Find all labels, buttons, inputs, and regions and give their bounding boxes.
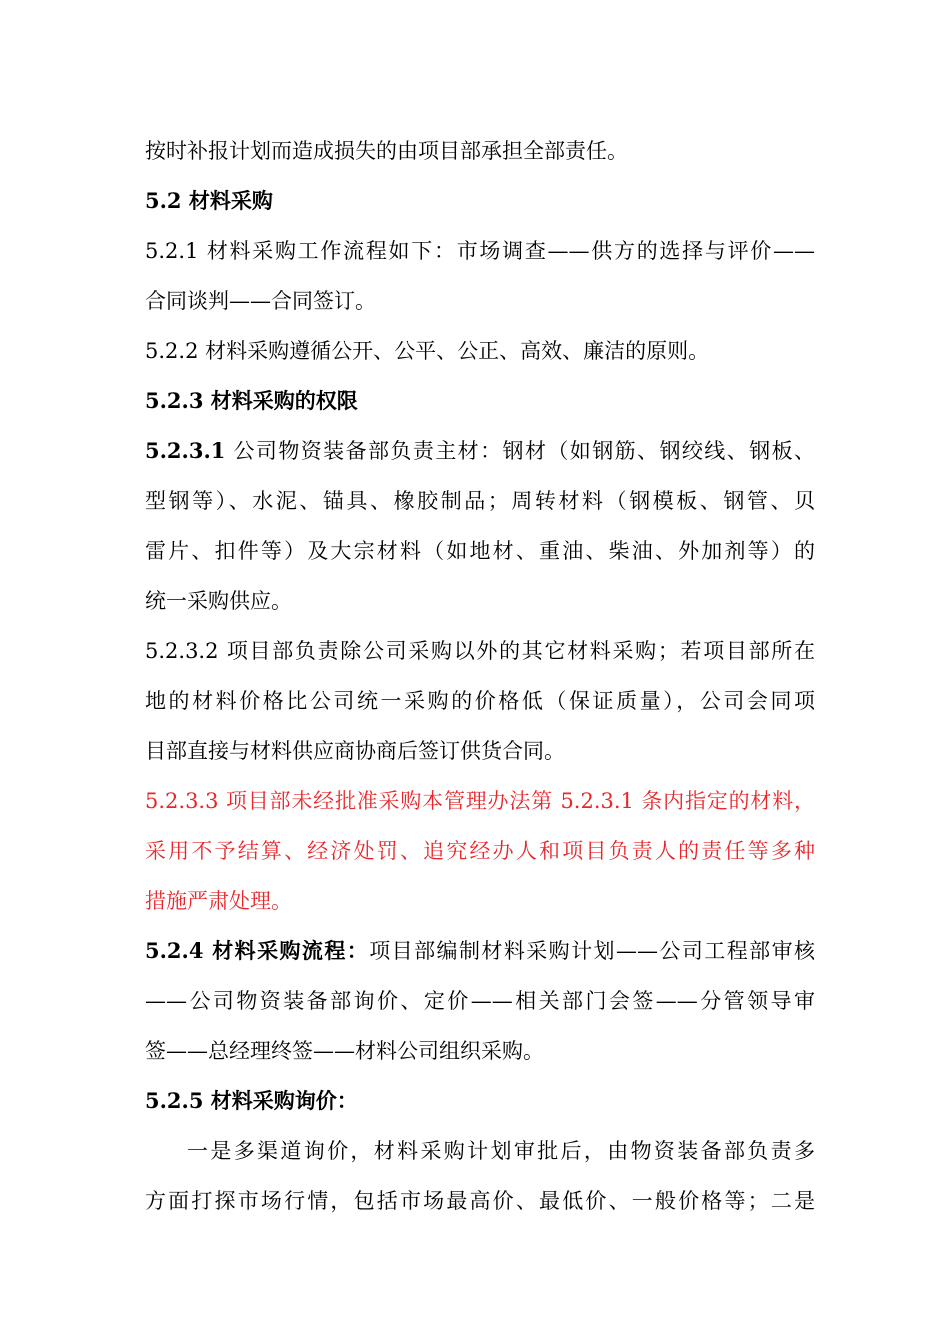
section-heading-5-2-3: 5.2.3 材料采购的权限 [145,388,358,413]
highlighted-line: 采用不予结算、经济处罚、追究经办人和项目负责人的责任等多种 [145,839,815,863]
paragraph-line: 地的材料价格比公司统一采购的价格低（保证质量），公司会同项 [145,689,815,713]
paragraph-line: 5.2.1 材料采购工作流程如下：市场调查——供方的选择与评价—— [145,239,815,263]
clause-number: 5.2.3.1 [145,438,226,463]
paragraph-line: 型钢等）、水泥、锚具、橡胶制品；周转材料（钢模板、钢管、贝 [145,489,815,513]
highlighted-line: 措施严肃处理。 [145,889,292,913]
paragraph-line: 5.2.2 材料采购遵循公开、公平、公正、高效、廉洁的原则。 [145,339,710,363]
paragraph-line: 统一采购供应。 [145,589,292,613]
paragraph-line: 按时补报计划而造成损失的由项目部承担全部责任。 [145,139,628,163]
paragraph-line: ——公司物资装备部询价、定价——相关部门会签——分管领导审 [145,989,815,1013]
section-heading-5-2: 5.2 材料采购 [145,188,273,213]
paragraph-line: 5.2.3.2 项目部负责除公司采购以外的其它材料采购；若项目部所在 [145,639,815,663]
clause-heading: 5.2.4 材料采购流程： [145,938,370,963]
section-heading-5-2-5: 5.2.5 材料采购询价： [145,1088,358,1113]
paragraph-line: 5.2.4 材料采购流程：项目部编制材料采购计划——公司工程部审核 [145,938,815,963]
paragraph-line: 5.2.3.1 公司物资装备部负责主材：钢材（如钢筋、钢绞线、钢板、 [145,438,815,463]
paragraph-line: 目部直接与材料供应商协商后签订供货合同。 [145,739,565,763]
paragraph-line: 一是多渠道询价，材料采购计划审批后，由物资装备部负责多 [187,1139,815,1163]
paragraph-line: 合同谈判——合同签订。 [145,289,376,313]
paragraph-line: 签——总经理终签——材料公司组织采购。 [145,1039,544,1063]
paragraph-line: 雷片、扣件等）及大宗材料（如地材、重油、柴油、外加剂等）的 [145,539,815,563]
highlighted-line: 5.2.3.3 项目部未经批准采购本管理办法第 5.2.3.1 条内指定的材料， [145,789,815,813]
paragraph-line: 方面打探市场行情，包括市场最高价、最低价、一般价格等；二是 [145,1189,815,1213]
